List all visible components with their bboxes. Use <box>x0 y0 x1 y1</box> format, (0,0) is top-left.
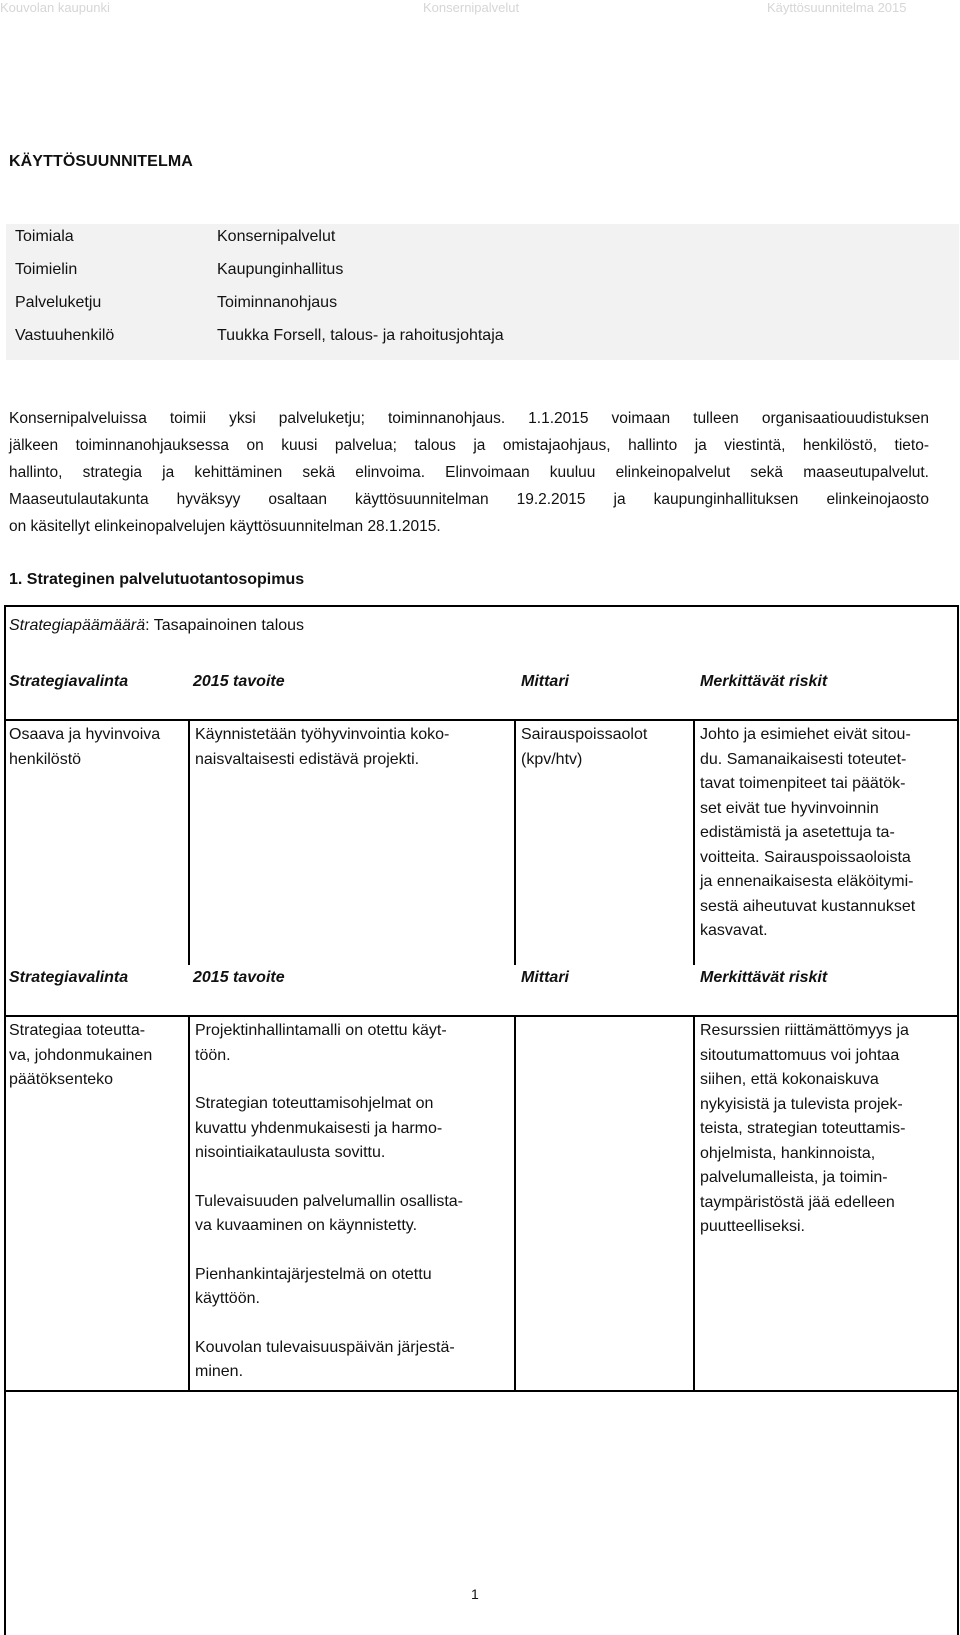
col-header-strategiavalinta: Strategiavalinta <box>9 969 129 986</box>
col-header-tavoite: 2015 tavoite <box>193 969 285 986</box>
document-title: KÄYTTÖSUUNNITELMA <box>9 153 193 170</box>
page-number: 1 <box>471 1586 479 1602</box>
info-box <box>6 224 959 360</box>
col-header-riskit: Merkittävät riskit <box>700 969 828 986</box>
row2-valinta: Strategiaa toteutta- va, johdonmukainen päätöksenteko <box>9 1022 153 1088</box>
info-key: Toimielin <box>15 261 78 278</box>
row1-mittari: Sairauspoissaolot (kpv/htv) <box>521 726 648 768</box>
info-value: Konsernipalvelut <box>217 228 336 245</box>
info-value: Kaupunginhallitus <box>217 261 344 278</box>
col-header-riskit: Merkittävät riskit <box>700 673 828 690</box>
section-title: 1. Strateginen palvelutuotantosopimus <box>9 571 305 588</box>
paragraph-line: jälkeen toiminnanohjauksessa on kuusi palvelua; talous ja omistajaohjaus, hallinto ja viestintä, henkilöstö, tieto- <box>9 437 929 454</box>
row2-riskit: Resurssien riittämättömyys ja sitoutumattomuus voi johtaa siihen, että kokonaiskuva nykyisistä ja tulevista projek- teista, strategian toteuttamis- ohjelmista, hankinnoista, palvelumalleista, ja toimin- taympäristöstä jää edelleen puutteelliseksi. <box>700 1022 909 1235</box>
goal-label: Strategiapäämäärä <box>9 617 146 634</box>
col-header-mittari: Mittari <box>521 673 569 690</box>
paragraph-line: Maaseutulautakunta hyväksyy osaltaan käyttösuunnitelman 19.2.2015 ja kaupunginhallituksen elinkeinojaosto <box>9 491 929 508</box>
info-key: Toimiala <box>15 228 74 245</box>
header-right: Käyttösuunnitelma 2015 <box>767 0 907 15</box>
info-value: Toiminnanohjaus <box>217 294 338 311</box>
header-center: Konsernipalvelut <box>423 0 520 15</box>
info-key: Palveluketju <box>15 294 102 311</box>
info-value: Tuukka Forsell, talous- ja rahoitusjohtaja <box>217 327 504 344</box>
paragraph-line: hallinto, strategia ja kehittäminen sekä elinvoima. Elinvoimaan kuuluu elinkeinopalvelut sekä maaseutupalvelut. <box>9 464 929 481</box>
col-header-mittari: Mittari <box>521 969 569 986</box>
intro-paragraph <box>9 405 929 540</box>
goal-value: Tasapainoinen talous <box>153 617 305 634</box>
row2-tavoite: Projektinhallintamalli on otettu käyt- töön. Strategian toteuttamisohjelmat on kuvattu yhdenmukaisesti ja harmo- nisointiaikataulusta sovittu. Tulevaisuuden palvelumallin osallista- va kuvaaminen on käynnistetty. Pienhankintajärjestelmä on otettu käyttöön. Kouvolan tulevaisuuspäivän järjestä- minen. <box>195 1022 463 1380</box>
row1-valinta: Osaava ja hyvinvoiva henkilöstö <box>9 726 161 768</box>
row1-tavoite: Käynnistetään työhyvinvointia koko- naisvaltaisesti edistävä projekti. <box>195 726 450 768</box>
strategy-goal: Strategiapäämäärä: Tasapainoinen talous <box>9 617 305 634</box>
row1-riskit: Johto ja esimiehet eivät sitou- du. Samanaikaisesti toteutet- tavat toimenpiteet tai päätök- set eivät tue hyvinvoinnin edistämistä ja asetettuja ta- voitteita. Sairauspoissaoloista ja ennenaikaisesta eläköitymi- sestä aiheutuvat kustannukset kasvavat. <box>700 726 916 939</box>
header-left: Kouvolan kaupunki <box>0 0 110 15</box>
col-header-tavoite: 2015 tavoite <box>193 673 285 690</box>
paragraph-line: Konsernipalveluissa toimii yksi palveluketju; toiminnanohjaus. 1.1.2015 voimaan tulleen organisaatiouudistuksen <box>9 410 929 427</box>
paragraph-line: on käsitellyt elinkeinopalvelujen käyttösuunnitelman 28.1.2015. <box>9 518 441 535</box>
info-key: Vastuuhenkilö <box>15 327 115 344</box>
col-header-strategiavalinta: Strategiavalinta <box>9 673 129 690</box>
